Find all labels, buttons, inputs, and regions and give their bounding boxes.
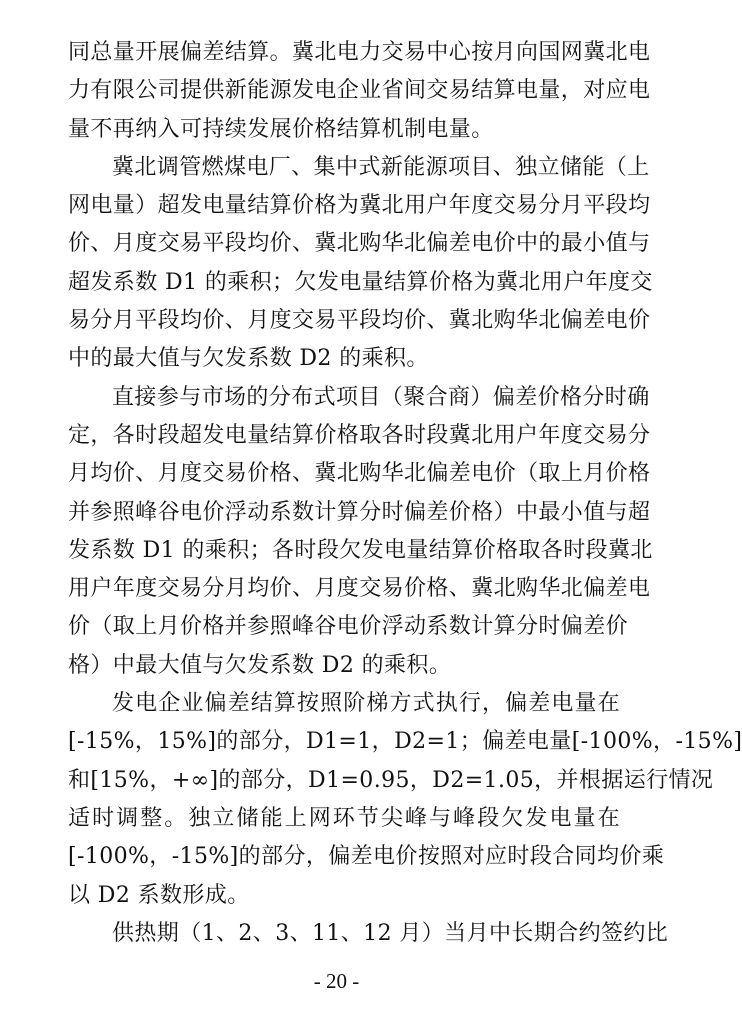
text-line: 和[15%，+∞]的部分，D1=0.95，D2=1.05，并根据运行情况 — [68, 767, 714, 793]
text-line: 超发系数 D1 的乘积；欠发电量结算价格为冀北用户年度交 — [68, 269, 653, 295]
text-line: 价、月度交易平段均价、冀北购华北偏差电价中的最小值与 — [68, 231, 651, 257]
text-line: 格）中最大值与欠发系数 D2 的乘积。 — [68, 652, 452, 678]
text-line: 用户年度交易分月均价、月度交易价格、冀北购华北偏差电 — [68, 576, 651, 602]
text-line: 易分月平段均价、月度交易平段均价、冀北购华北偏差电价 — [68, 308, 651, 334]
text-line: [-15%，15%]的部分，D1=1，D2=1；偏差电量[-100%，-15%] — [68, 729, 742, 755]
text-line: 适时调整。独立储能上网环节尖峰与峰段欠发电量在 — [68, 805, 620, 831]
text-line: 月均价、月度交易价格、冀北购华北偏差电价（取上月价格 — [68, 461, 651, 487]
text-line: 定，各时段超发电量结算价格取各时段冀北用户年度交易分 — [68, 422, 651, 448]
text-line: 价（取上月价格并参照峰谷电价浮动系数计算分时偏差价 — [68, 614, 629, 640]
paragraph-first-line: 发电企业偏差结算按照阶梯方式执行，偏差电量在 — [112, 691, 620, 717]
body-text — [68, 34, 742, 953]
paragraph-first-line: 供热期（1、2、3、11、12 月）当月中长期合约签约比 — [112, 920, 669, 946]
text-line: 以 D2 系数形成。 — [68, 882, 250, 908]
text-line: 同总量开展偏差结算。冀北电力交易中心按月向国网冀北电 — [68, 40, 651, 65]
paragraph-first-line: 直接参与市场的分布式项目（聚合商）偏差价格分时确 — [112, 384, 650, 410]
text-line: 量不再纳入可持续发展价格结算机制电量。 — [68, 116, 494, 142]
text-line: 发系数 D1 的乘积；各时段欠发电量结算价格取各时段冀北 — [68, 537, 653, 563]
text-line: [-100%，-15%]的部分，偏差电价按照对应时段合同均价乘 — [68, 844, 665, 870]
text-line: 并参照峰谷电价浮动系数计算分时偏差价格）中最小值与超 — [68, 499, 651, 525]
paragraph-first-line: 冀北调管燃煤电厂、集中式新能源项目、独立储能（上 — [112, 154, 650, 180]
text-line: 网电量）超发电量结算价格为冀北用户年度交易分月平段均 — [68, 193, 651, 219]
text-line: 中的最大值与欠发系数 D2 的乘积。 — [68, 346, 429, 372]
text-line: 力有限公司提供新能源发电企业省间交易结算电量，对应电 — [68, 78, 651, 104]
page-number: - 20 - — [313, 969, 360, 993]
